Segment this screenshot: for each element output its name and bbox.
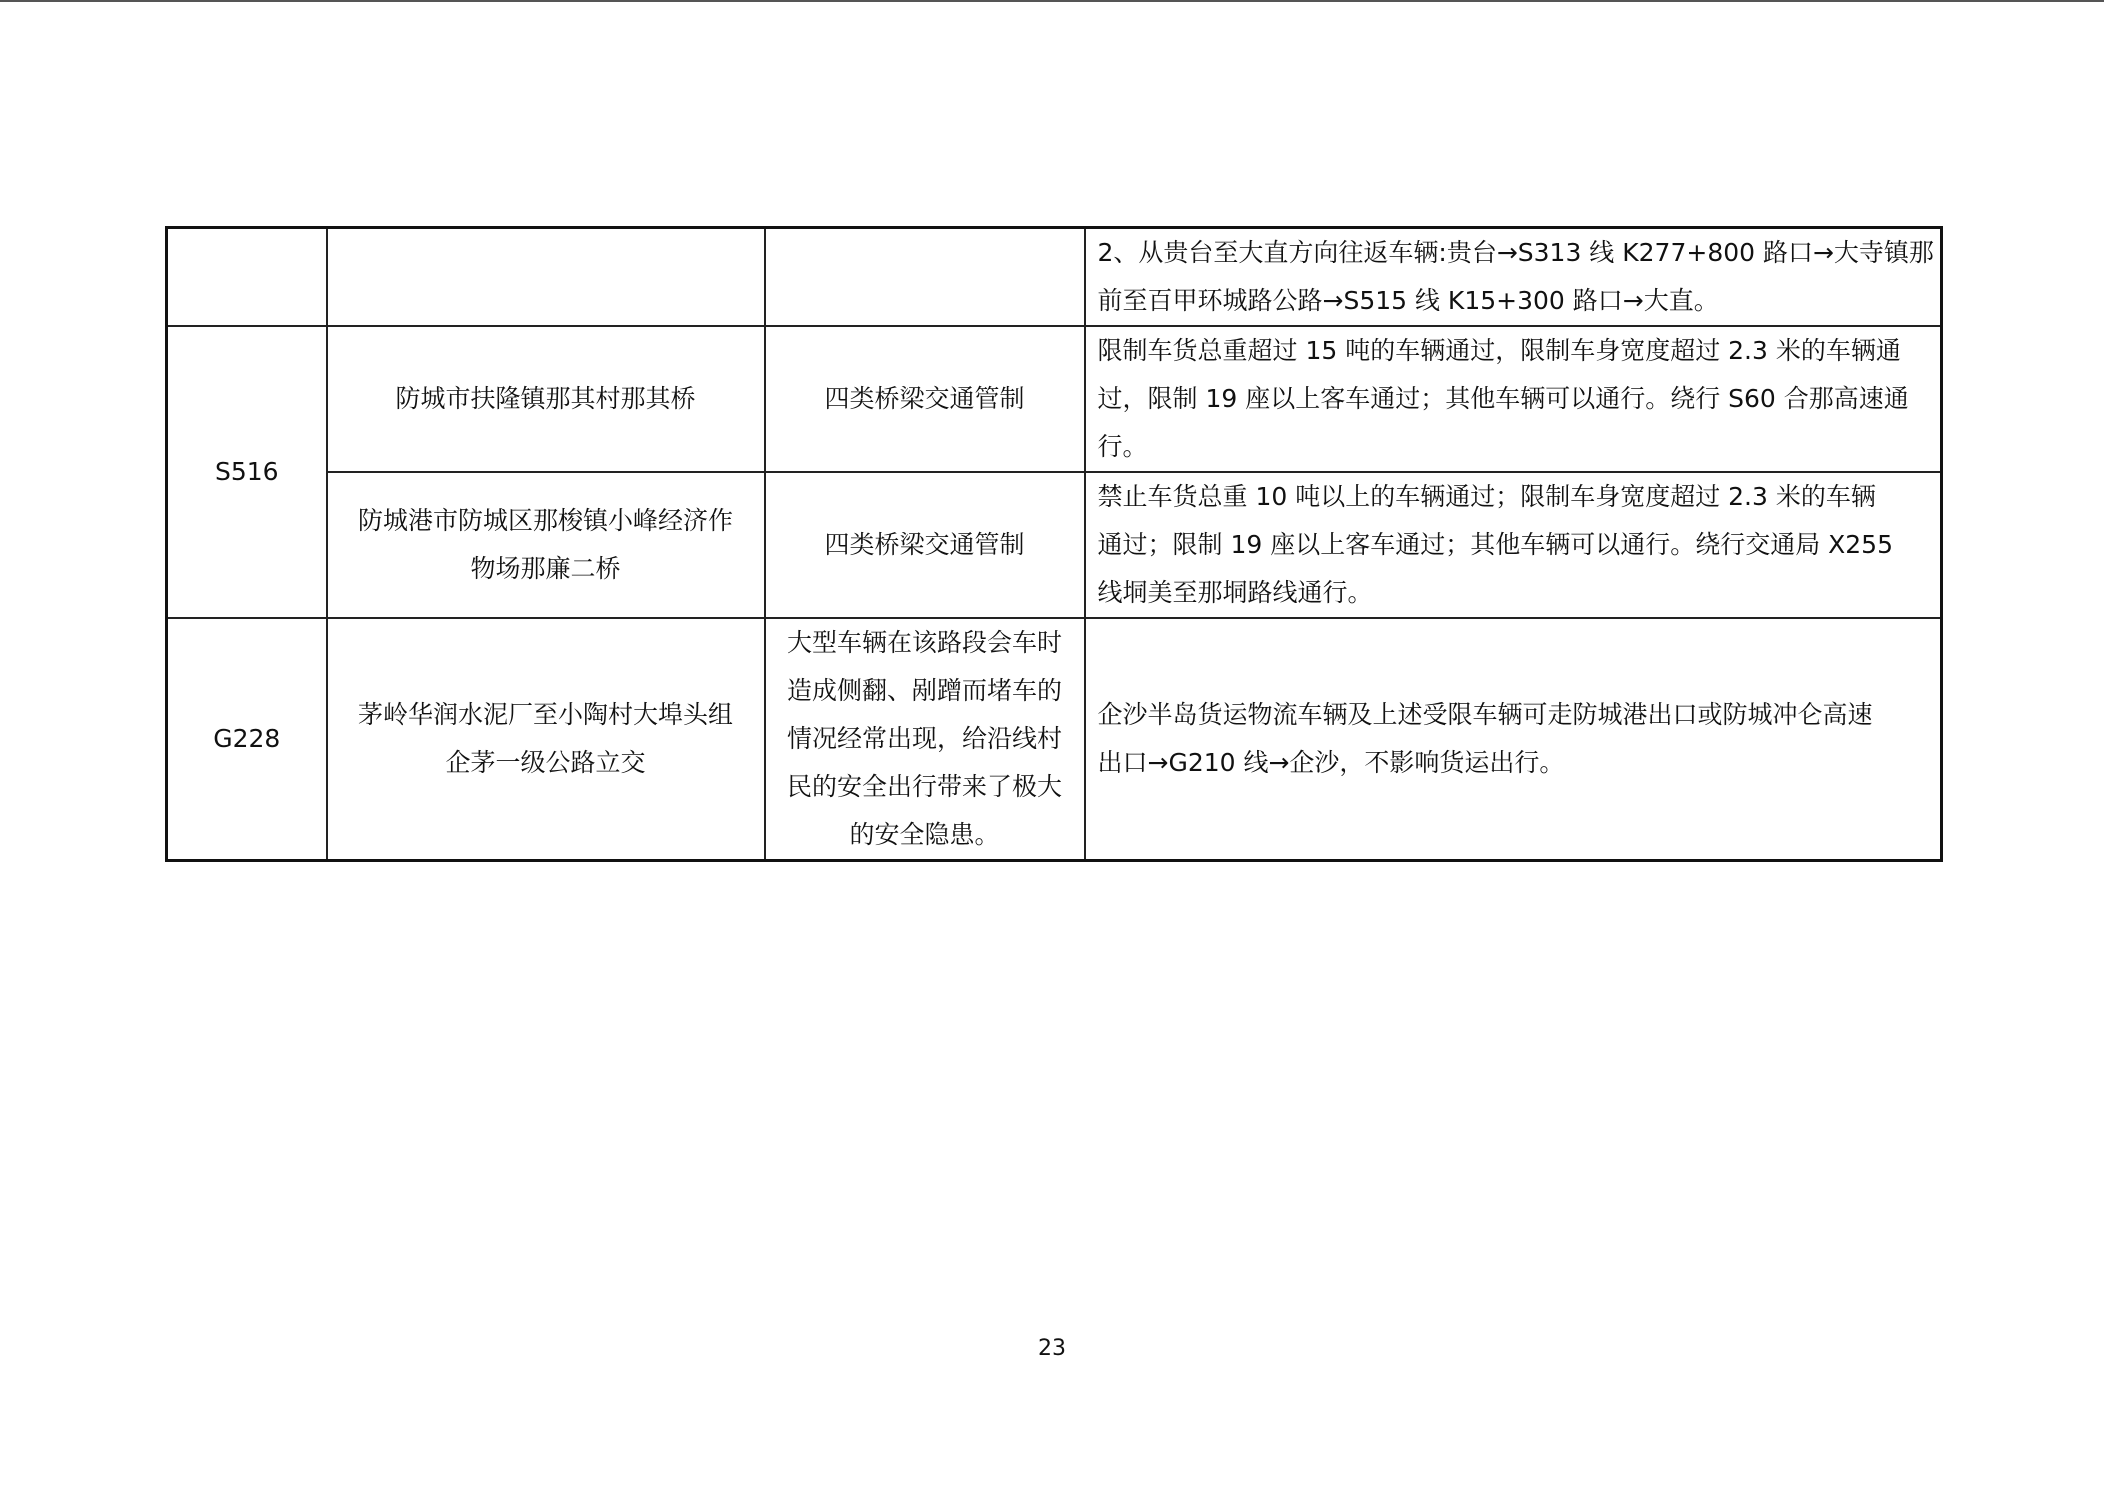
traffic-control-table xyxy=(165,226,1943,862)
location-line: 防城市扶隆镇那其村那其桥 xyxy=(395,384,696,413)
road-code-cell: G228 xyxy=(167,618,327,861)
detour-cell xyxy=(1085,618,1942,861)
detour-line: 行。 xyxy=(1097,432,1148,461)
location-line: 防城港市防城区那梭镇小峰经济作 xyxy=(357,506,733,535)
detour-cell xyxy=(1085,228,1942,327)
detour-line: 通过；限制 19 座以上客车通过；其他车辆可以通行。绕行交通局 X255 xyxy=(1097,530,1893,559)
detour-line: 出口→G210 线→企沙，不影响货运出行。 xyxy=(1097,748,1565,777)
control-type-cell xyxy=(765,228,1085,327)
detour-line: 前至百甲环城路公路→S515 线 K15+300 路口→大直。 xyxy=(1097,286,1719,315)
control-type-line: 造成侧翻、剐蹭而堵车的 xyxy=(786,676,1062,705)
detour-cell xyxy=(1085,472,1942,618)
location-line: 企茅一级公路立交 xyxy=(445,748,646,777)
road-code-cell: S516 xyxy=(167,326,327,618)
control-type-line: 的安全隐患。 xyxy=(849,820,1000,849)
road-code-cell xyxy=(167,228,327,327)
location-cell xyxy=(327,472,765,618)
detour-line: 限制车货总重超过 15 吨的车辆通过，限制车身宽度超过 2.3 米的车辆通 xyxy=(1097,336,1901,365)
control-type-cell xyxy=(765,472,1085,618)
table-row xyxy=(167,472,1942,618)
detour-line: 2、从贵台至大直方向往返车辆:贵台→S313 线 K277+800 路口→大寺镇那 xyxy=(1097,238,1934,267)
location-line: 物场那廉二桥 xyxy=(470,554,621,583)
location-cell xyxy=(327,326,765,472)
control-type-line: 大型车辆在该路段会车时 xyxy=(786,628,1062,657)
control-type-line: 民的安全出行带来了极大 xyxy=(786,772,1062,801)
page-number: 23 xyxy=(1038,1336,1066,1361)
detour-line: 企沙半岛货运物流车辆及上述受限车辆可走防城港出口或防城冲仑高速 xyxy=(1097,700,1873,729)
detour-line: 线垌美至那垌路线通行。 xyxy=(1097,578,1373,607)
control-type-line: 情况经常出现，给沿线村 xyxy=(786,724,1062,753)
page-top-border xyxy=(0,0,2104,2)
control-type-cell xyxy=(765,618,1085,861)
location-cell xyxy=(327,228,765,327)
control-type-line: 四类桥梁交通管制 xyxy=(824,530,1025,559)
table-row xyxy=(167,618,1942,861)
control-type-cell xyxy=(765,326,1085,472)
detour-cell xyxy=(1085,326,1942,472)
control-type-line: 四类桥梁交通管制 xyxy=(824,384,1025,413)
table-row xyxy=(167,228,1942,327)
detour-line: 禁止车货总重 10 吨以上的车辆通过；限制车身宽度超过 2.3 米的车辆 xyxy=(1097,482,1876,511)
table-row xyxy=(167,326,1942,472)
detour-line: 过，限制 19 座以上客车通过；其他车辆可以通行。绕行 S60 合那高速通 xyxy=(1097,384,1909,413)
location-line: 茅岭华润水泥厂至小陶村大埠头组 xyxy=(357,700,733,729)
location-cell xyxy=(327,618,765,861)
